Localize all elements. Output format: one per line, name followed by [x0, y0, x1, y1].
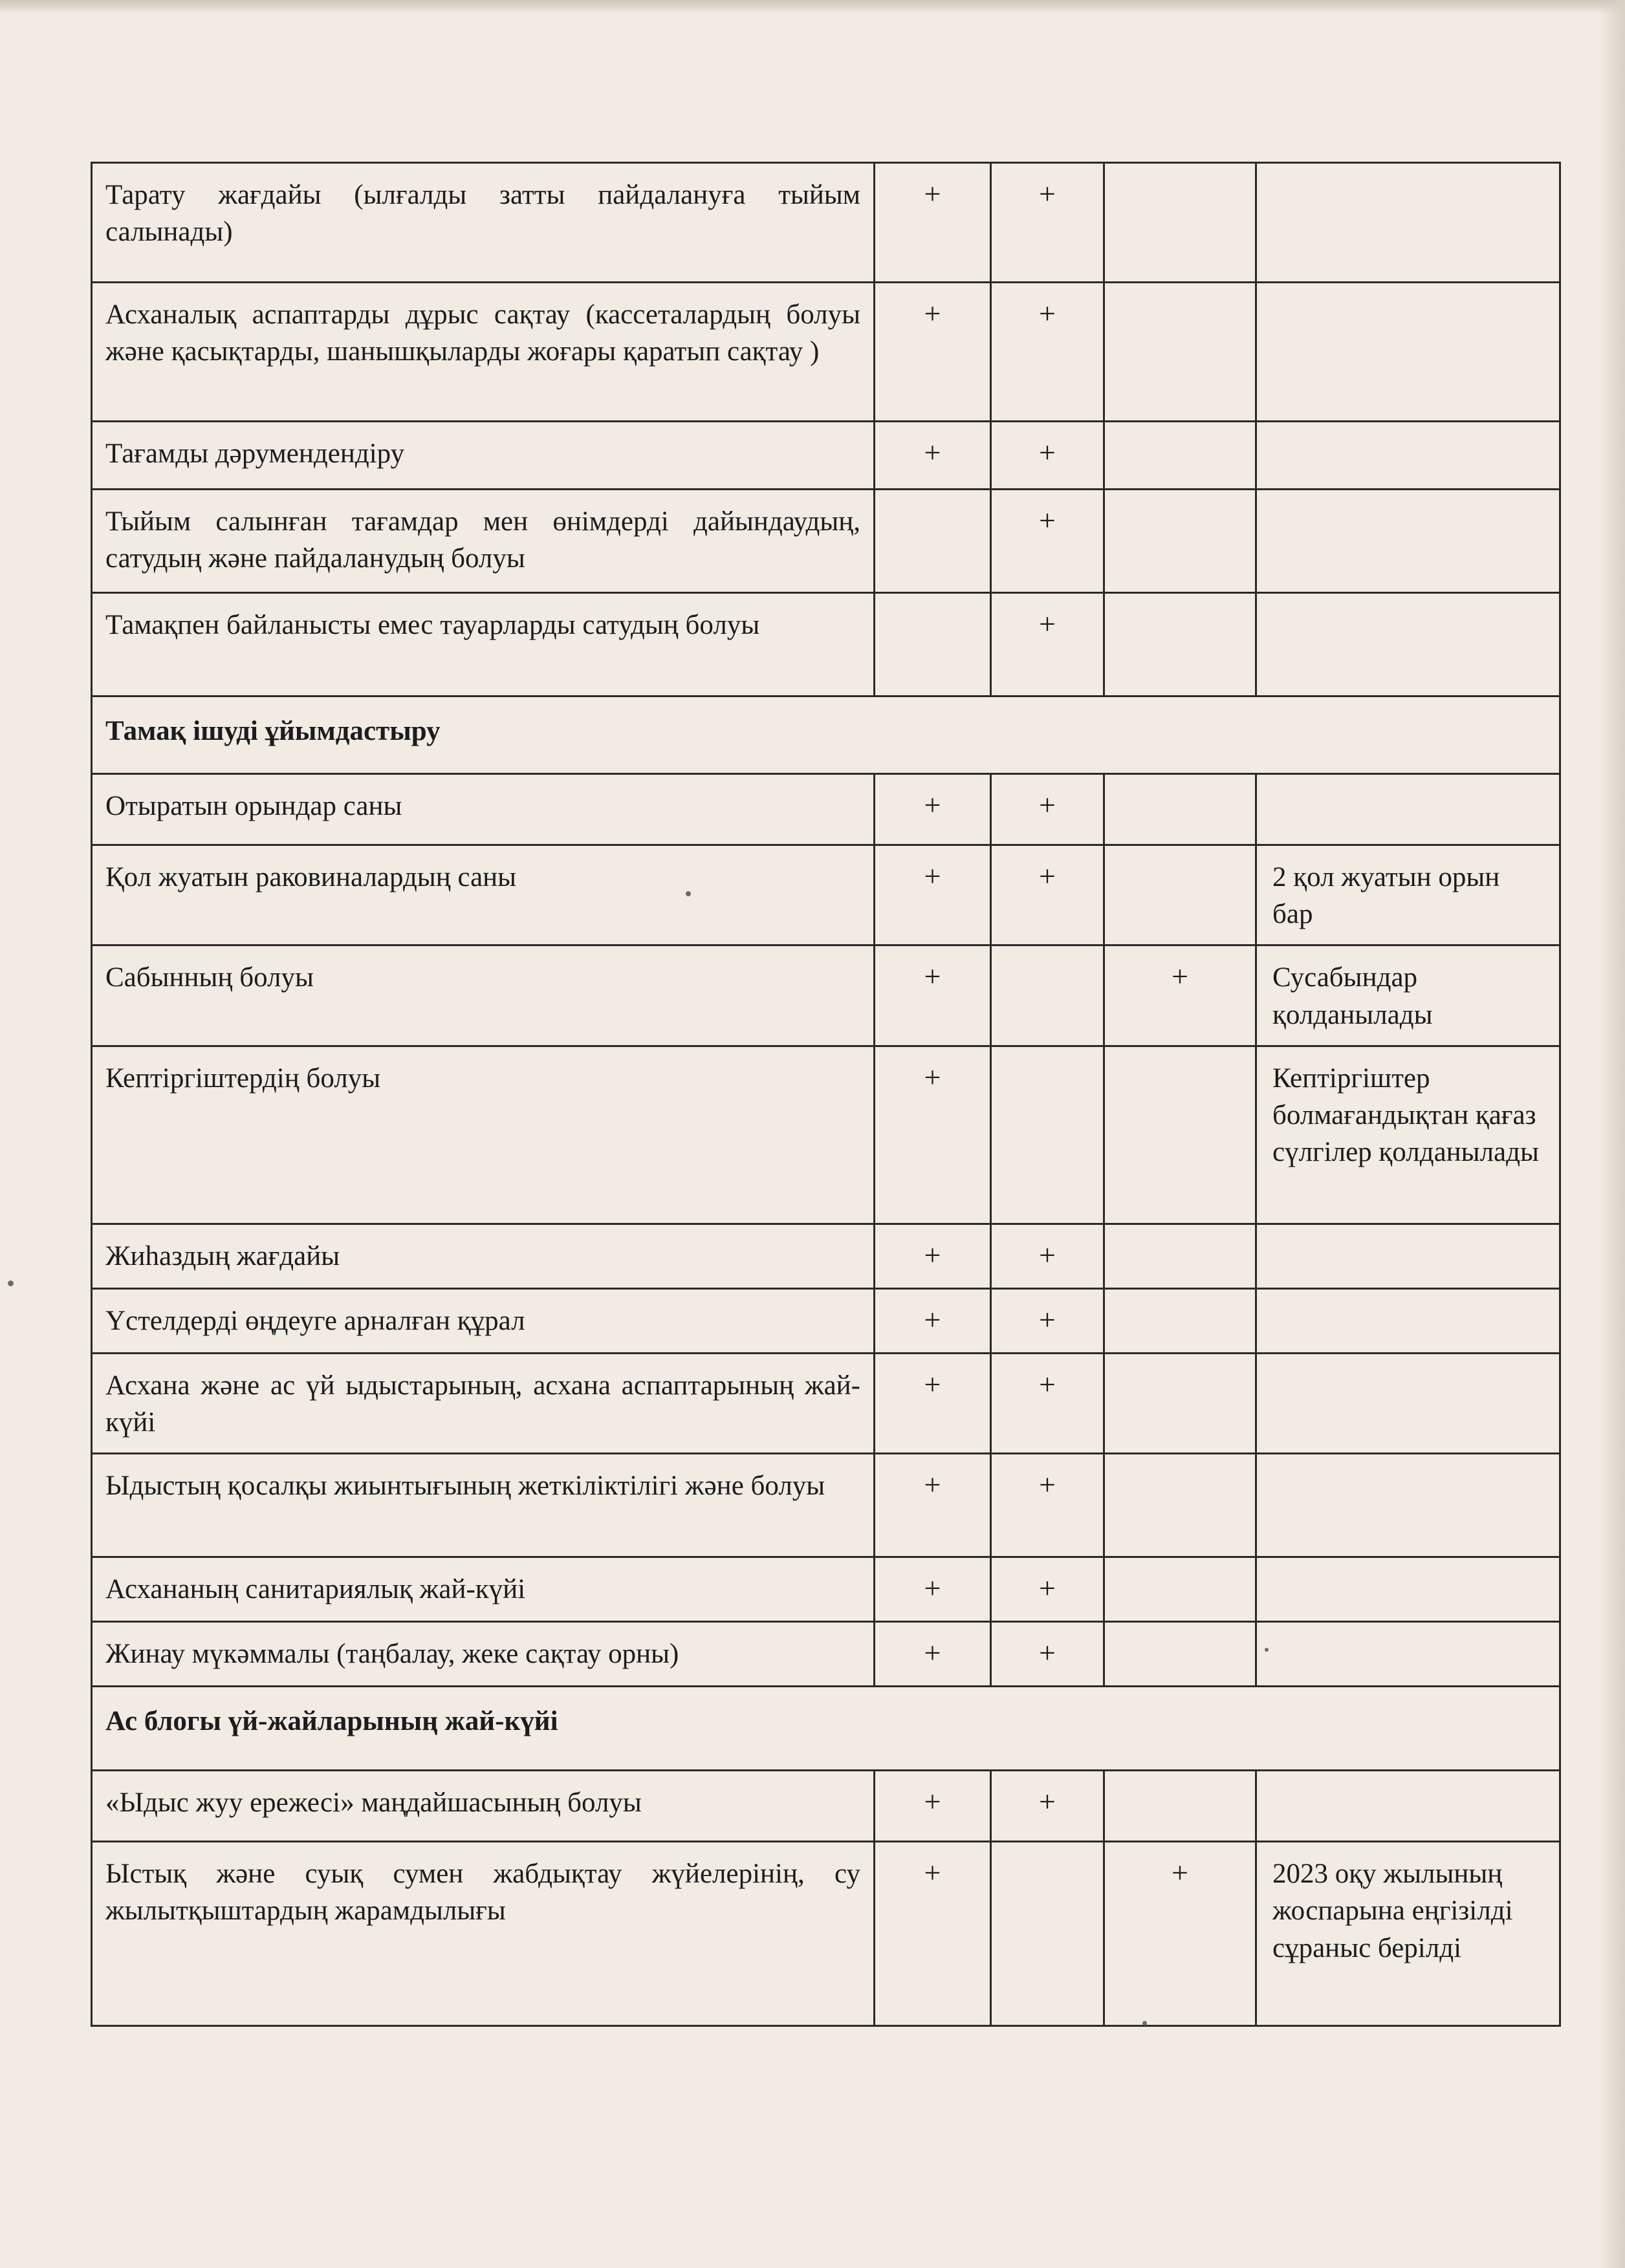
mark-cell-3	[1104, 1288, 1256, 1353]
mark-cell-1: +	[875, 1224, 991, 1288]
table-row	[92, 1224, 1560, 1288]
criterion-cell: Жинау мүкәммалы (таңбалау, жеке сақтау орны)	[92, 1622, 875, 1687]
mark-cell-2	[991, 1842, 1104, 2026]
mark-cell-2: +	[991, 774, 1104, 845]
mark-cell-2: +	[991, 1288, 1104, 1353]
mark-cell-3	[1104, 1622, 1256, 1687]
mark-cell-2: +	[991, 1557, 1104, 1622]
mark-cell-3	[1104, 1557, 1256, 1622]
scan-speck	[686, 891, 691, 896]
note-cell	[1256, 774, 1560, 845]
note-cell	[1256, 422, 1560, 490]
mark-cell-1	[875, 593, 991, 697]
table-row	[92, 845, 1560, 945]
mark-cell-2: +	[991, 1454, 1104, 1557]
page-edge-top	[0, 0, 1625, 14]
criterion-cell: Жиһаздың жағдайы	[92, 1224, 875, 1288]
table-row	[92, 1557, 1560, 1622]
criterion-cell: Асханалық аспаптарды дұрыс сақтау (кассеталардың болуы және қасықтарды, шанышқыларды жоғары қаратып сақтау )	[92, 283, 875, 422]
mark-cell-2: +	[991, 845, 1104, 945]
criterion-cell: «Ыдыс жуу ережесі» маңдайшасының болуы	[92, 1771, 875, 1842]
criterion-cell: Тыйым салынған тағамдар мен өнімдерді дайындаудың, сатудың және пайдаланудың болуы	[92, 490, 875, 593]
mark-cell-1: +	[875, 1353, 991, 1453]
mark-cell-3	[1104, 1353, 1256, 1453]
note-cell: Сусабындар қолданылады	[1256, 945, 1560, 1046]
table-row	[92, 1771, 1560, 1842]
table-row	[92, 163, 1560, 283]
mark-cell-3	[1104, 283, 1256, 422]
mark-cell-1: +	[875, 1771, 991, 1842]
criterion-cell: Тамақпен байланысты емес тауарларды сатудың болуы	[92, 593, 875, 697]
note-cell: 2 қол жуатын орын бар	[1256, 845, 1560, 945]
mark-cell-1: +	[875, 163, 991, 283]
criterion-cell: Тарату жағдайы (ылғалды затты пайдалануға тыйым салынады)	[92, 163, 875, 283]
page-edge-right	[1599, 0, 1625, 2268]
scan-speck	[1265, 1648, 1269, 1652]
mark-cell-1: +	[875, 1046, 991, 1224]
criterion-cell: Ыдыстың қосалқы жиынтығының жеткіліктілігі және болуы	[92, 1454, 875, 1557]
section-title: Тамақ ішуді ұйымдастыру	[92, 697, 1560, 774]
table-row	[92, 490, 1560, 593]
scan-speck	[1142, 2021, 1147, 2025]
note-cell	[1256, 1557, 1560, 1622]
note-cell	[1256, 1454, 1560, 1557]
mark-cell-2: +	[991, 593, 1104, 697]
mark-cell-1: +	[875, 422, 991, 490]
note-cell	[1256, 1622, 1560, 1687]
note-cell	[1256, 490, 1560, 593]
note-cell	[1256, 283, 1560, 422]
section-title: Ас блогы үй-жайларының жай-күйі	[92, 1687, 1560, 1771]
mark-cell-3	[1104, 1046, 1256, 1224]
mark-cell-1: +	[875, 1842, 991, 2026]
table-row	[92, 422, 1560, 490]
table-row	[92, 283, 1560, 422]
note-cell	[1256, 1224, 1560, 1288]
mark-cell-2	[991, 945, 1104, 1046]
mark-cell-1: +	[875, 1454, 991, 1557]
mark-cell-2: +	[991, 1353, 1104, 1453]
mark-cell-2: +	[991, 490, 1104, 593]
inspection-table-container	[91, 162, 1559, 2027]
inspection-table	[91, 162, 1561, 2027]
mark-cell-1: +	[875, 1557, 991, 1622]
inspection-table-body	[92, 163, 1560, 2026]
mark-cell-1: +	[875, 845, 991, 945]
table-row	[92, 1454, 1560, 1557]
mark-cell-3	[1104, 593, 1256, 697]
criterion-cell: Үстелдерді өңдеуге арналған құрал	[92, 1288, 875, 1353]
mark-cell-2	[991, 1046, 1104, 1224]
mark-cell-2: +	[991, 163, 1104, 283]
note-cell	[1256, 163, 1560, 283]
note-cell: 2023 оқу жылының жоспарына еңгізілді сұраныс берілді	[1256, 1842, 1560, 2026]
table-row	[92, 1353, 1560, 1453]
table-row	[92, 945, 1560, 1046]
criterion-cell: Қол жуатын раковиналардың саны	[92, 845, 875, 945]
mark-cell-3	[1104, 163, 1256, 283]
mark-cell-3	[1104, 490, 1256, 593]
mark-cell-3	[1104, 1224, 1256, 1288]
mark-cell-1	[875, 490, 991, 593]
mark-cell-1: +	[875, 1622, 991, 1687]
mark-cell-2: +	[991, 283, 1104, 422]
mark-cell-3: +	[1104, 1842, 1256, 2026]
mark-cell-3: +	[1104, 945, 1256, 1046]
criterion-cell: Асхана және ас үй ыдыстарының, асхана аспаптарының жай-күйі	[92, 1353, 875, 1453]
table-row	[92, 593, 1560, 697]
note-cell: Кептіргіштер болмағандықтан қағаз сүлгілер қолданылады	[1256, 1046, 1560, 1224]
table-row	[92, 1622, 1560, 1687]
criterion-cell: Асхананың санитариялық жай-күйі	[92, 1557, 875, 1622]
mark-cell-1: +	[875, 1288, 991, 1353]
table-row	[92, 1288, 1560, 1353]
table-row	[92, 1046, 1560, 1224]
table-row	[92, 774, 1560, 845]
mark-cell-3	[1104, 1454, 1256, 1557]
section-header-row	[92, 697, 1560, 774]
scan-speck	[8, 1280, 14, 1286]
mark-cell-2: +	[991, 1771, 1104, 1842]
criterion-cell: Отыратын орындар саны	[92, 774, 875, 845]
criterion-cell: Сабынның болуы	[92, 945, 875, 1046]
mark-cell-1: +	[875, 283, 991, 422]
mark-cell-3	[1104, 845, 1256, 945]
mark-cell-3	[1104, 774, 1256, 845]
criterion-cell: Ыстық және суық сумен жабдықтау жүйелерінің, су жылытқыштардың жарамдылығы	[92, 1842, 875, 2026]
section-header-row	[92, 1687, 1560, 1771]
note-cell	[1256, 593, 1560, 697]
note-cell	[1256, 1353, 1560, 1453]
mark-cell-2: +	[991, 1224, 1104, 1288]
table-row	[92, 1842, 1560, 2026]
mark-cell-1: +	[875, 774, 991, 845]
mark-cell-2: +	[991, 422, 1104, 490]
criterion-cell: Тағамды дәрумендендіру	[92, 422, 875, 490]
note-cell	[1256, 1771, 1560, 1842]
note-cell	[1256, 1288, 1560, 1353]
mark-cell-2: +	[991, 1622, 1104, 1687]
criterion-cell: Кептіргіштердің болуы	[92, 1046, 875, 1224]
mark-cell-1: +	[875, 945, 991, 1046]
mark-cell-3	[1104, 1771, 1256, 1842]
mark-cell-3	[1104, 422, 1256, 490]
